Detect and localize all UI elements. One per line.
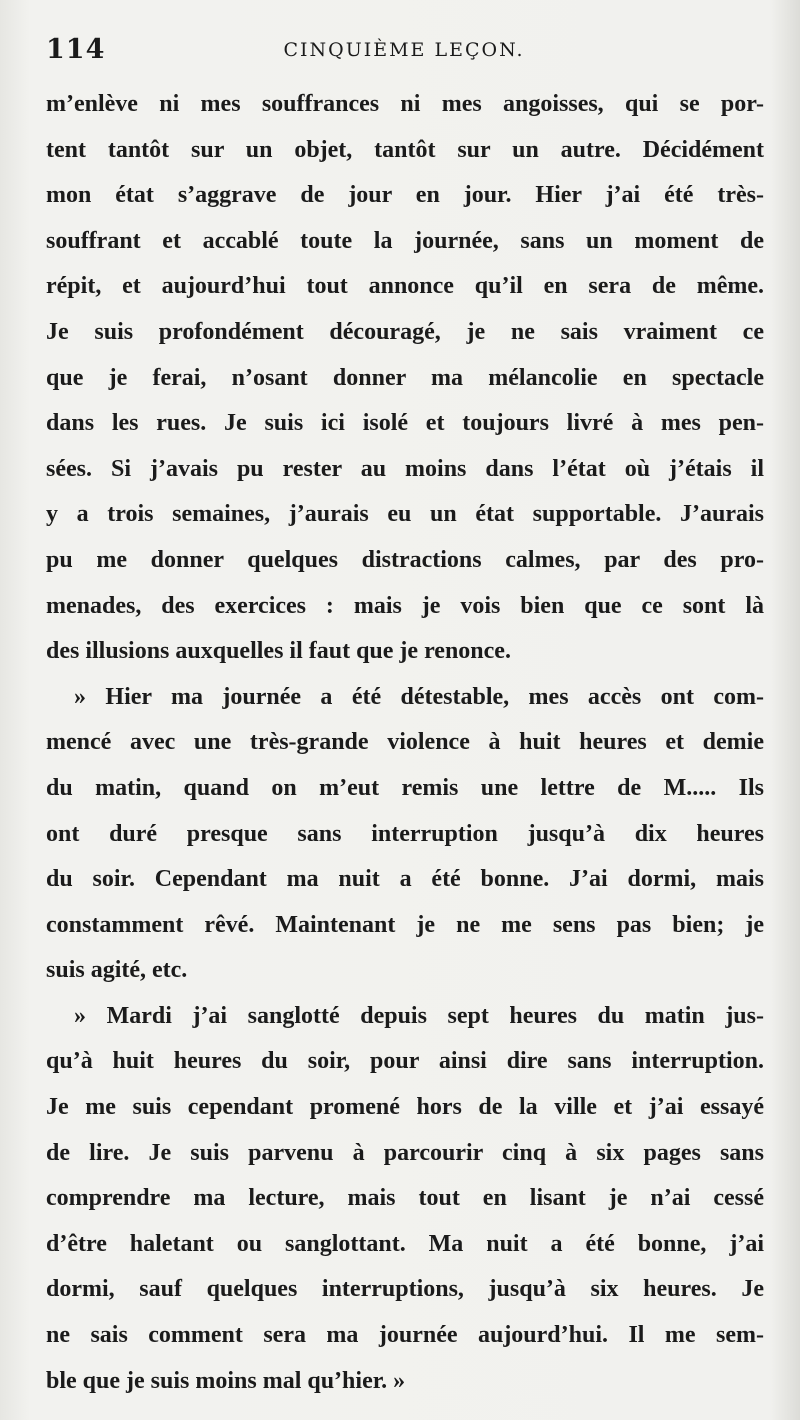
text-line: ble que je suis moins mal qu’hier. » (46, 1367, 406, 1394)
text-line: des illusions auxquelles il faut que je renonce. (46, 638, 511, 665)
text-line: du matin, quand on m’eut remis une lettre de M..... Ils (46, 774, 764, 801)
text-line: constamment rêvé. Maintenant je ne me sens pas bien; je (46, 911, 764, 938)
text-line: sées. Si j’avais pu rester au moins dans l’état où j’étais il (46, 455, 764, 482)
page-number: 114 (46, 34, 106, 65)
text-line: dormi, sauf quelques interruptions, jusqu’à six heures. Je (46, 1276, 764, 1303)
text-line: ont duré presque sans interruption jusqu’à dix heures (46, 820, 764, 847)
text-line: mon état s’aggrave de jour en jour. Hier j’ai été très- (46, 182, 764, 209)
text-line: comprendre ma lecture, mais tout en lisant je n’ai cessé (46, 1185, 764, 1212)
text-line: dans les rues. Je suis ici isolé et toujours livré à mes pen- (46, 410, 764, 437)
text-line: souffrant et accablé toute la journée, sans un moment de (46, 227, 764, 254)
text-line: m’enlève ni mes souffrances ni mes angoisses, qui se por- (46, 91, 764, 117)
text-line: y a trois semaines, j’aurais eu un état supportable. J’aurais (46, 501, 764, 528)
text-line: » Mardi j’ai sanglotté depuis sept heures du matin jus- (74, 1002, 764, 1029)
text-line: mencé avec une très-grande violence à huit heures et demie (46, 729, 764, 756)
text-line: suis agité, etc. (46, 957, 188, 984)
running-head: CINQUIÈME LEÇON. (283, 39, 525, 61)
text-line: d’être haletant ou sanglottant. Ma nuit a été bonne, j’ai (46, 1230, 764, 1257)
text-line: pu me donner quelques distractions calmes, par des pro- (46, 546, 764, 573)
text-line: menades, des exercices : mais je vois bien que ce sont là (46, 592, 764, 619)
text-line: répit, et aujourd’hui tout annonce qu’il en sera de même. (46, 273, 764, 300)
text-line: Je suis profondément découragé, je ne sais vraiment ce (46, 318, 764, 345)
page-header (46, 34, 762, 70)
text-line: qu’à huit heures du soir, pour ainsi dire sans interruption. (46, 1048, 764, 1075)
text-line: » Hier ma journée a été détestable, mes accès ont com- (74, 683, 764, 710)
body-text (46, 82, 764, 1404)
text-line: tent tantôt sur un objet, tantôt sur un autre. Décidément (46, 136, 764, 163)
text-line: de lire. Je suis parvenu à parcourir cinq à six pages sans (46, 1139, 764, 1166)
text-line: ne sais comment sera ma journée aujourd’hui. Il me sem- (46, 1322, 764, 1349)
text-line: du soir. Cependant ma nuit a été bonne. J’ai dormi, mais (46, 866, 764, 893)
text-line: que je ferai, n’osant donner ma mélancolie en spectacle (46, 364, 764, 391)
text-line: Je me suis cependant promené hors de la ville et j’ai essayé (46, 1094, 764, 1121)
